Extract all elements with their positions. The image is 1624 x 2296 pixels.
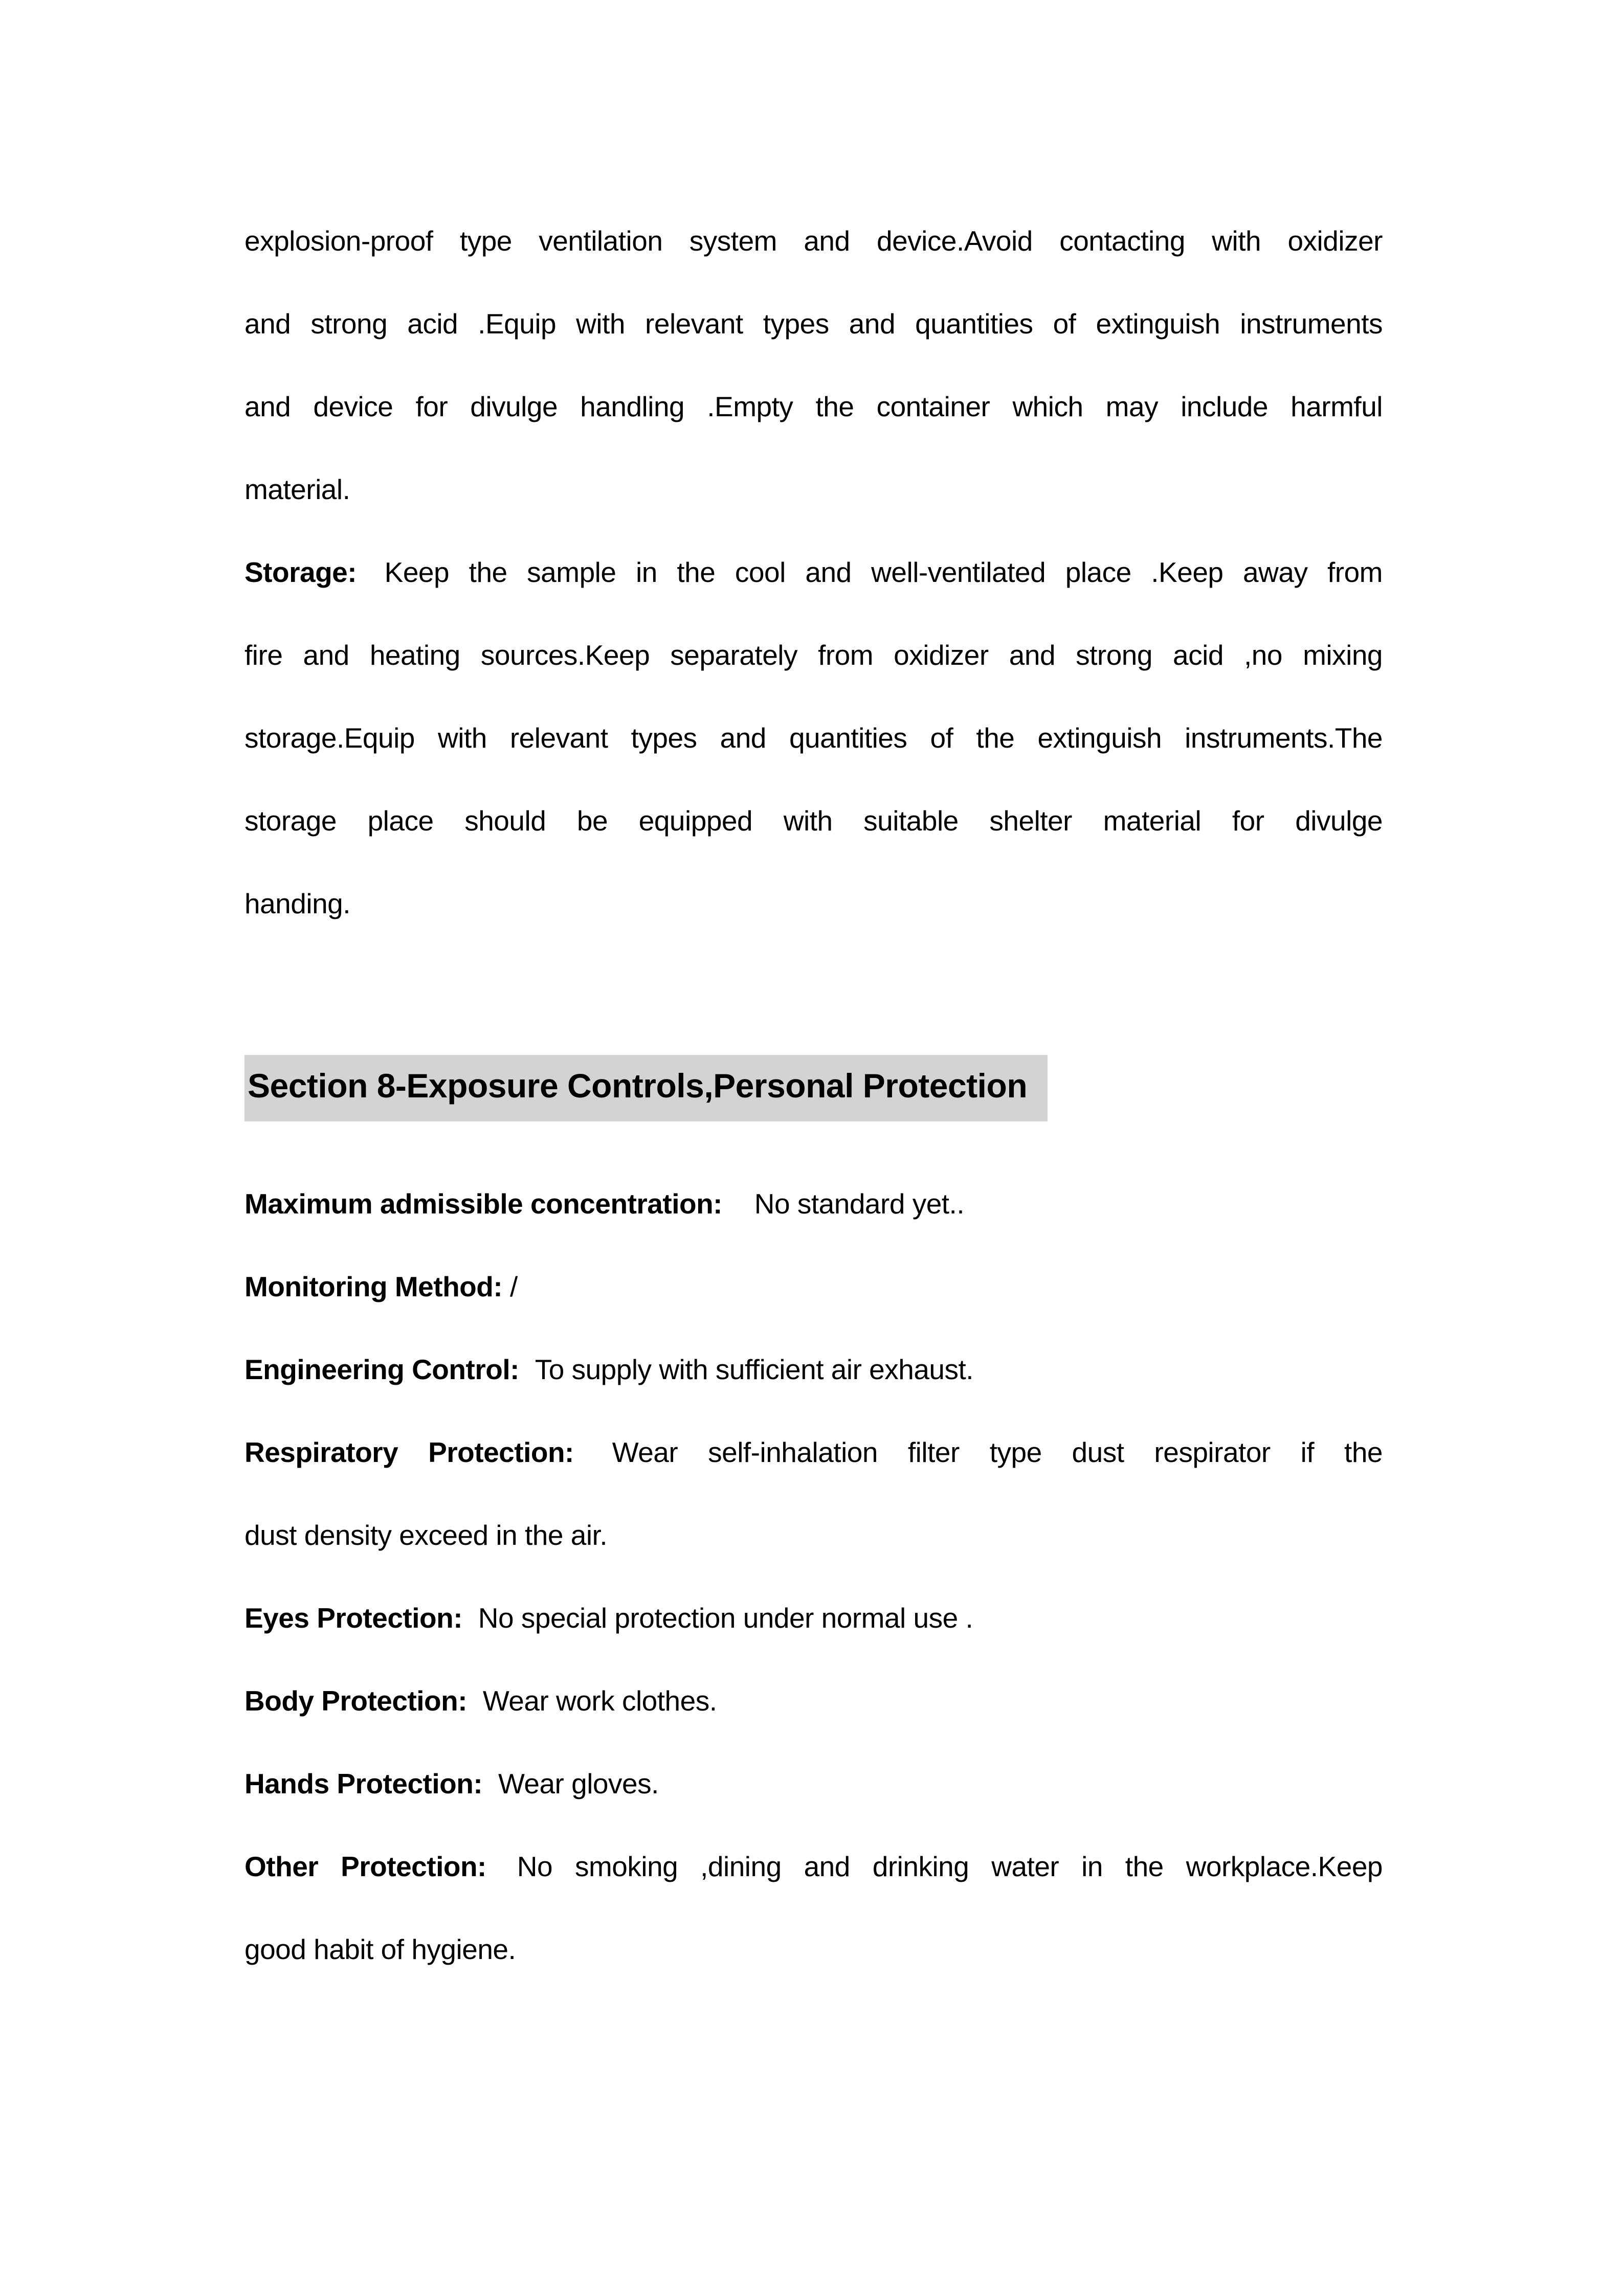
text-line: handing. (244, 888, 351, 919)
text-line: explosion-proof type ventilation system and device.Avoid contacting with oxidizer (244, 225, 1383, 257)
entry-eyes-protection (244, 1577, 1383, 1659)
storage-text: Keep the sample in the cool and well-ventilated place .Keep away from (384, 556, 1383, 588)
entry-value: / (509, 1271, 518, 1302)
entry-value: Wear work clothes. (482, 1685, 717, 1717)
entry-value: No special protection under normal use . (478, 1602, 973, 1634)
text-line: storage place should be equipped with suitable shelter material for divulge (244, 805, 1383, 837)
entry-body-protection (244, 1659, 1383, 1742)
entry-value: Wear gloves. (498, 1768, 659, 1799)
entry-label: Eyes Protection: (244, 1602, 463, 1634)
entry-value: To supply with sufficient air exhaust. (535, 1354, 974, 1385)
text-line: storage.Equip with relevant types and quantities of the extinguish instruments.The (244, 722, 1383, 754)
entry-label: Respiratory Protection: (244, 1436, 574, 1468)
section8-heading-row (244, 1055, 1383, 1121)
entry-label: Other Protection: (244, 1851, 486, 1882)
entry-engineering-control (244, 1328, 1383, 1411)
entry-respiratory-protection (244, 1411, 1383, 1494)
entry-label: Hands Protection: (244, 1768, 483, 1799)
text-line (244, 531, 1383, 614)
text-line: and strong acid .Equip with relevant types and quantities of extinguish instruments (244, 308, 1383, 340)
entry-label: Maximum admissible concentration: (244, 1188, 722, 1220)
entry-value: Wear self-inhalation filter type dust respirator if the (612, 1436, 1383, 1468)
storage-label: Storage: (244, 556, 357, 588)
entry-hands-protection (244, 1742, 1383, 1825)
entry-label: Monitoring Method: (244, 1271, 503, 1302)
section8-entries (244, 1162, 1383, 1991)
section8-heading: Section 8-Exposure Controls,Personal Protection (244, 1055, 1048, 1121)
text-line: and device for divulge handling .Empty the container which may include harmful (244, 391, 1383, 422)
entry-value: No smoking ,dining and drinking water in the workplace.Keep (517, 1851, 1383, 1882)
entry-max-admissible-concentration (244, 1162, 1383, 1245)
entry-label: Body Protection: (244, 1685, 468, 1717)
entry-value: No standard yet.. (754, 1188, 965, 1220)
spacer (244, 1121, 1383, 1162)
storage-paragraph (244, 531, 1383, 945)
entry-other-protection-cont: good habit of hygiene. (244, 1933, 516, 1965)
text-line: material. (244, 474, 350, 505)
entry-monitoring-method (244, 1245, 1383, 1328)
spacer (244, 945, 1383, 1055)
entry-label: Engineering Control: (244, 1354, 519, 1385)
handling-paragraph (244, 199, 1383, 531)
entry-respiratory-protection-cont: dust density exceed in the air. (244, 1519, 608, 1551)
text-line: fire and heating sources.Keep separately from oxidizer and strong acid ,no mixing (244, 639, 1383, 671)
entry-other-protection (244, 1825, 1383, 1908)
